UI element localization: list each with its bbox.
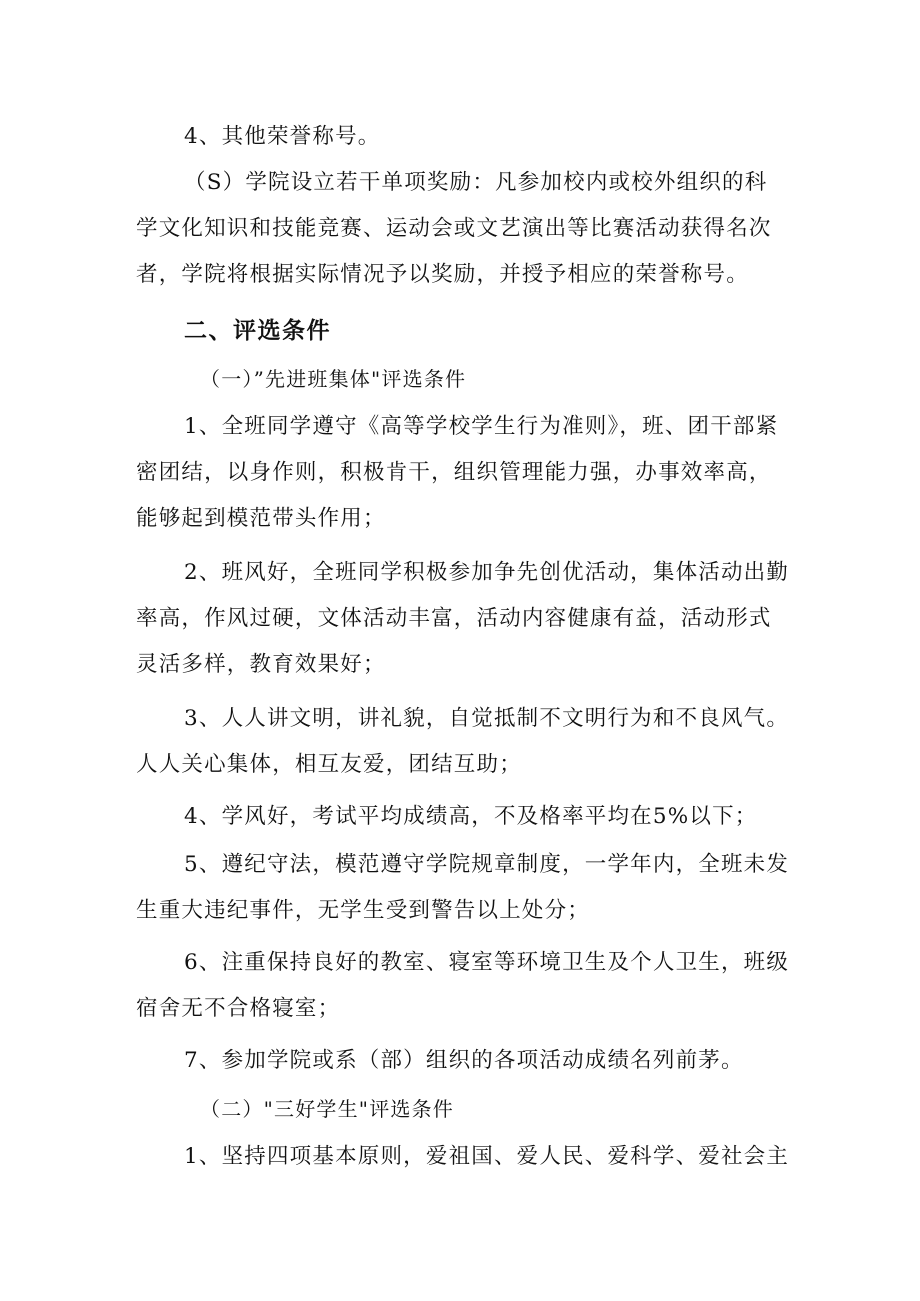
subsection-heading-advanced-class: （一）”先进班集体"评选条件 — [200, 367, 467, 391]
text-line: 3、人人讲文明，讲礼貌，自觉抵制不文明行为和不良风气。 — [184, 706, 790, 731]
criterion-paragraph-4 — [184, 794, 804, 840]
text-line: 宿舍无不合格寝室； — [136, 996, 341, 1021]
section-heading-selection-criteria: 二、评选条件 — [184, 318, 331, 344]
criterion-paragraph-1 — [136, 404, 804, 542]
text-line: 5、遵纪守法，模范遵守学院规章制度，一学年内，全班未发 — [184, 852, 790, 877]
text-line: 灵活多样，教育效果好； — [136, 652, 386, 677]
text-line: 1、全班同学遵守《高等学校学生行为准则》，班、团干部紧 — [184, 414, 779, 439]
text-line: 人人关心集体，相互友爱，团结互助； — [136, 752, 522, 777]
text-line: 6、注重保持良好的教室、寝室等环境卫生及个人卫生，班级 — [184, 950, 790, 975]
text-line: 7、参加学院或系（部）组织的各项活动成绩名列前茅。 — [184, 1048, 744, 1073]
text-line: 2、班风好，全班同学积极参加争先创优活动，集体活动出勤 — [184, 560, 790, 585]
text-line: 生重大违纪事件，无学生受到警告以上处分； — [136, 898, 591, 923]
criterion-paragraph-2 — [136, 550, 804, 688]
text-line: 率高，作风过硬，文体活动丰富，活动内容健康有益，活动形式 — [136, 606, 772, 631]
paragraph-item-4-other-honors — [184, 114, 804, 160]
criterion-paragraph-6 — [136, 940, 804, 1032]
text-line: 者，学院将根据实际情况予以奖励，并授予相应的荣誉称号。 — [136, 262, 749, 287]
criterion-paragraph-7 — [184, 1038, 804, 1084]
subsection-heading-three-good-students: （二）"三好学生"评选条件 — [200, 1097, 454, 1121]
text-line: 4、学风好，考试平均成绩高，不及格率平均在5%以下； — [184, 804, 758, 829]
text-line: 4、其他荣誉称号。 — [184, 124, 381, 149]
text-line: 密团结，以身作则，积极肯干，组织管理能力强，办事效率高， — [136, 460, 772, 485]
text-line: 1、坚持四项基本原则，爱祖国、爱人民、爱科学、爱社会主 — [184, 1144, 790, 1169]
criterion-paragraph-5 — [136, 842, 804, 934]
text-line: 能够起到模范带头作用； — [136, 506, 386, 531]
criterion-paragraph-three-good-1 — [184, 1134, 804, 1180]
paragraph-single-awards — [136, 160, 804, 298]
text-line: 学文化知识和技能竞赛、运动会或文艺演出等比赛活动获得名次 — [136, 216, 772, 241]
criterion-paragraph-3 — [136, 696, 804, 788]
text-line: （S）学院设立若干单项奖励：凡参加校内或校外组织的科 — [184, 170, 768, 195]
